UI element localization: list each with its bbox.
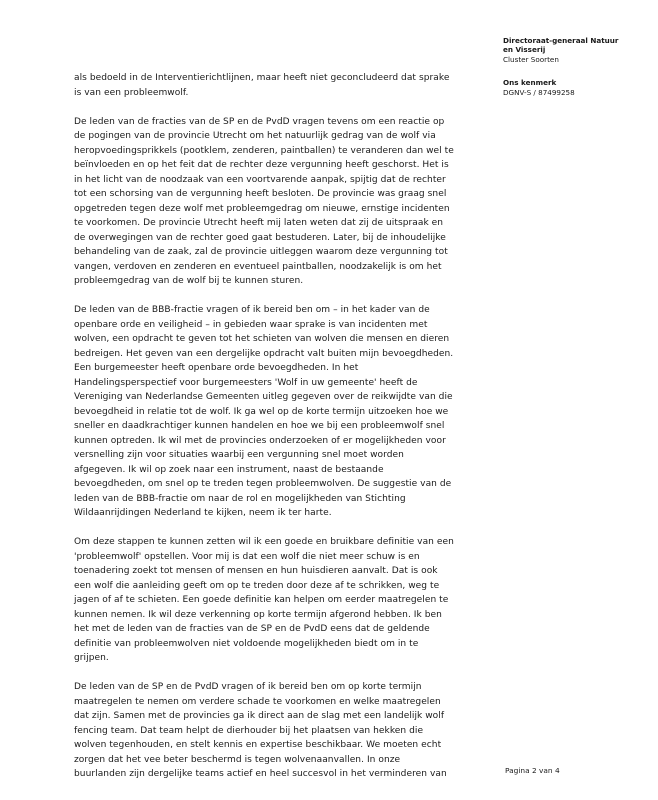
department-name-line: Directoraat-generaal Natuur xyxy=(503,36,619,45)
paragraph-line: De leden van de BBB-fractie vragen of ik bereid ben om – in het kader van de xyxy=(74,305,430,315)
paragraph-line: als bedoeld in de Interventierichtlijnen, maar heeft niet geconcludeerd dat sprake xyxy=(74,73,450,83)
paragraph-line: heropvoedingsprikkels (pootklem, zenderen, paintballen) te veranderen dan wel te xyxy=(74,145,454,156)
paragraph xyxy=(74,115,504,289)
paragraph-line: De leden van de fracties van de SP en de PvdD vragen tevens om een reactie op xyxy=(74,116,445,127)
page-number: Pagina 2 van 4 xyxy=(505,766,560,775)
paragraph-line: Handelingsperspectief voor burgemeesters 'Wolf in uw gemeente' heeft de xyxy=(74,377,418,388)
cluster-name: Cluster Soorten xyxy=(503,54,559,64)
paragraph xyxy=(74,303,504,521)
paragraph-line: toenadering zoekt tot mensen of mensen en hun huisdieren aanvalt. Dat is ook xyxy=(74,566,438,576)
header-sidebar xyxy=(503,36,653,97)
paragraph-line: dat zijn. Samen met de provincies ga ik direct aan de slag met een landelijk wolf xyxy=(74,711,445,721)
paragraph-line: bevoegdheid in relatie tot de wolf. Ik ga wel op de korte termijn uitzoeken hoe we xyxy=(74,406,449,417)
paragraph-line: Om deze stappen te kunnen zetten wil ik een goede en bruikbare definitie van een xyxy=(74,537,454,547)
paragraph-line: versnelling zijn voor situaties waarbij een vergunning snel moet worden xyxy=(74,450,404,460)
paragraph-line: fencing team. Dat team helpt de dierhouder bij het plaatsen van hekken die xyxy=(74,725,424,736)
paragraph-line: maatregelen te nemen om verdere schade te voorkomen en welke maatregelen xyxy=(74,696,441,707)
reference-value: DGNV-S / 87499258 xyxy=(503,87,575,97)
paragraph-line: Wildaanrijdingen Nederland te kijken, neem ik ter harte. xyxy=(74,508,332,518)
paragraph-line: buurlanden zijn dergelijke teams actief en heel succesvol in het verminderen van xyxy=(74,769,447,779)
paragraph-line: is van een probleemwolf. xyxy=(74,87,189,98)
paragraph-line: behandeling van de zaak, zal de provincie uitleggen waarom deze vergunning tot xyxy=(74,247,448,257)
paragraph-line: kunnen optreden. Ik wil met de provincies onderzoeken of er mogelijkheden voor xyxy=(74,435,446,446)
paragraph-line: Vereniging van Nederlandse Gemeenten uitleg gegeven over de reikwijdte van die xyxy=(74,392,453,402)
paragraph-line: tot een schorsing van de vergunning heeft besloten. De provincie was graag snel xyxy=(74,189,447,199)
paragraph-line: probleemgedrag van de wolf bij te kunnen sturen. xyxy=(74,276,304,286)
paragraph-line: openbare orde en veiligheid – in gebieden waar sprake is van incidenten met xyxy=(74,319,428,330)
paragraph-line: de overwegingen van de rechter goed gaat bestuderen. Later, bij de inhoudelijke xyxy=(74,232,446,243)
department-name-line: en Visserij xyxy=(503,45,546,55)
paragraph-line: De leden van de SP en de PvdD vragen of ik bereid ben om op korte termijn xyxy=(74,682,422,692)
paragraph-line: zorgen dat het vee beter beschermd is tegen wolvenaanvallen. In onze xyxy=(74,754,401,765)
paragraph-line: grijpen. xyxy=(74,653,109,663)
paragraph-line: bedreigen. Het geven van een dergelijke opdracht valt buiten mijn bevoegdheden. xyxy=(74,348,454,359)
paragraph-line: jagen of af te schieten. Een goede definitie kan helpen om eerder maatregelen te xyxy=(74,595,449,605)
paragraph xyxy=(74,680,504,782)
paragraph-line: beïnvloeden en op het feit dat de rechter deze vergunning heeft geschorst. Het is xyxy=(74,160,449,170)
paragraph-line: het met de leden van de fracties van de SP en de PvdD eens dat de geldende xyxy=(74,624,430,634)
paragraph-line: vangen, verdoven en zenderen en eventueel paintballen, noodzakelijk is om het xyxy=(74,261,442,272)
paragraph-line: opgetreden tegen deze wolf met probleemgedrag om nieuwe, ernstige incidenten xyxy=(74,203,450,214)
paragraph-line: in het licht van de noodzaak van een voortvarende aanpak, spijtig dat de rechter xyxy=(74,174,446,185)
paragraph-line: afgegeven. Ik wil op zoek naar een instrument, naast de bestaande xyxy=(74,464,384,475)
paragraph-line: Een burgemeester heeft openbare orde bevoegdheden. In het xyxy=(74,363,359,373)
letter-body xyxy=(74,71,504,796)
paragraph-line: wolven tegenhouden, en stelt kennis en expertise beschikbaar. We moeten echt xyxy=(74,740,442,750)
paragraph-line: sneller en daadkrachtiger kunnen handelen en hoe we bij een probleemwolf snel xyxy=(74,421,445,431)
paragraph-line: 'probleemwolf' opstellen. Voor mij is dat een wolf die niet meer schuw is en xyxy=(74,551,420,562)
paragraph-line: definitie van probleemwolven niet voldoende mogelijkheden biedt om in te xyxy=(74,638,419,649)
paragraph-line: leden van de BBB-fractie om naar de rol en mogelijkheden van Stichting xyxy=(74,493,406,504)
paragraph-line: te voorkomen. De provincie Utrecht heeft mij laten weten dat zij de uitspraak en xyxy=(74,218,444,228)
paragraph-line: bevoegdheden, om snel op te treden tegen probleemwolven. De suggestie van de xyxy=(74,479,452,489)
reference-label: Ons kenmerk xyxy=(503,78,557,88)
paragraph xyxy=(74,71,504,100)
paragraph-line: de pogingen van de provincie Utrecht om het natuurlijk gedrag van de wolf via xyxy=(74,131,436,141)
paragraph xyxy=(74,535,504,666)
paragraph-line: kunnen nemen. Ik wil deze verkenning op korte termijn afgerond hebben. Ik ben xyxy=(74,609,442,620)
paragraph-line: een wolf die aanleiding geeft om op te treden door deze af te schrikken, weg te xyxy=(74,580,440,591)
department-name xyxy=(503,36,653,55)
paragraph-line: wolven, een opdracht te geven tot het schieten van wolven die mensen en dieren xyxy=(74,334,450,344)
